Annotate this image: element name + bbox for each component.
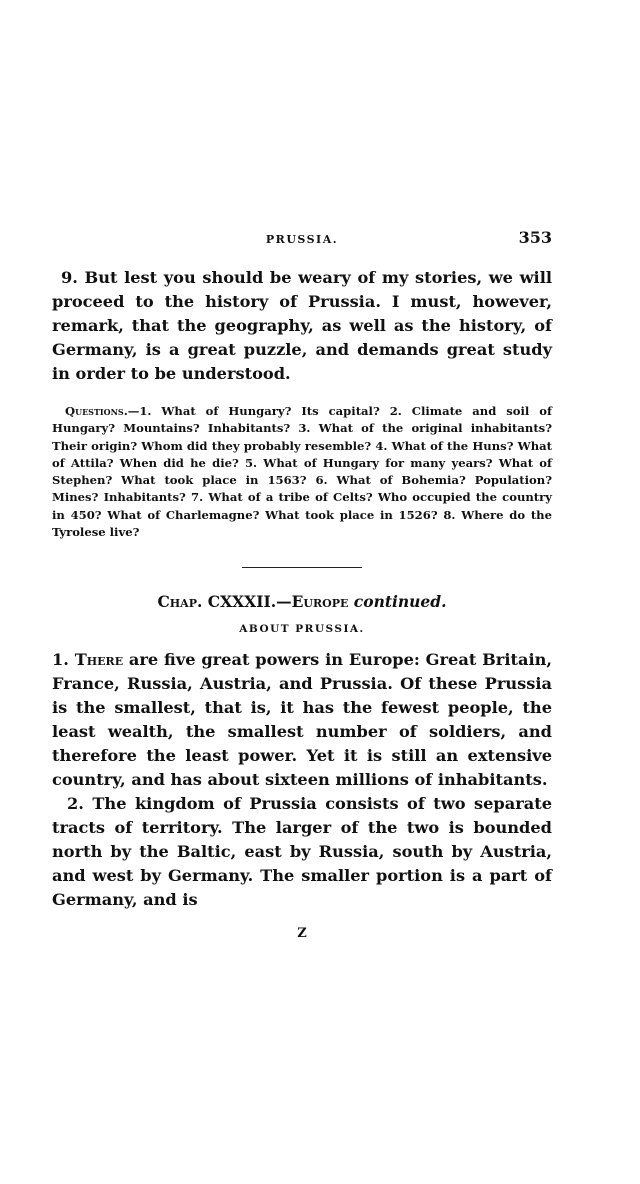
- section-divider: [242, 567, 362, 568]
- book-page: [52, 228, 552, 941]
- running-head: PRUSSIA.: [265, 233, 339, 246]
- chapter-subtitle: ABOUT PRUSSIA.: [239, 623, 365, 636]
- paragraph-1-text: are five great powers in Europe: Great Britain, France, Russia, Austria, and Prussia. Of these Prussia is the smallest, that is, it has the fewest people, the least wealth, the smallest number of soldiers, and therefore the least power. Yet it is still an extensive country, and has about sixteen millions of inhabitants.: [52, 650, 552, 790]
- chapter-label: Chap.: [157, 592, 203, 612]
- chapter-continued: continued.: [348, 592, 447, 612]
- questions-label: Questions.: [65, 404, 128, 418]
- page-header: [52, 228, 552, 252]
- paragraph-2: 2. The kingdom of Prussia consists of two separate tracts of territory. The larger of the two is bounded north by the Baltic, east by Russia, south by Austria, and west by Germany. The smaller portion is a part of Germany, and is: [52, 794, 552, 910]
- questions-block: [52, 403, 552, 541]
- chapter-part: Europe: [291, 592, 349, 612]
- page-number: 353: [518, 228, 552, 247]
- chapter-title: [52, 592, 552, 611]
- paragraph-1-lead: There: [74, 650, 124, 670]
- paragraph-1-number: 1.: [52, 650, 75, 670]
- questions-text: —1. What of Hungary? Its capital? 2. Climate and soil of Hungary? Mountains? Inhabitants? 3. What of the original inhabitants? Their origin? Whom did they probably resemble? 4. What of the Huns? What of Attila? When did he die? 5. What of Hungary for many years? What of Stephen? What took place in 1563? 6. What of Bohemia? Population? Mines? Inhabitants? 7. What of a tribe of Celts? Who occupied the country in 450? What of Charlemagne? What took place in 1526? 8. Where do the Tyrolese live?: [52, 404, 552, 540]
- chapter-number: CXXXII.—: [202, 592, 292, 612]
- paragraph-9: 9. But lest you should be weary of my stories, we will proceed to the history of Prussia. I must, however, remark, that the geography, as well as the history, of Germany, is a great puzzle, and demands great study in order to be understood.: [52, 268, 552, 383]
- signature-mark: Z: [297, 926, 307, 942]
- paragraph-1: [52, 648, 552, 792]
